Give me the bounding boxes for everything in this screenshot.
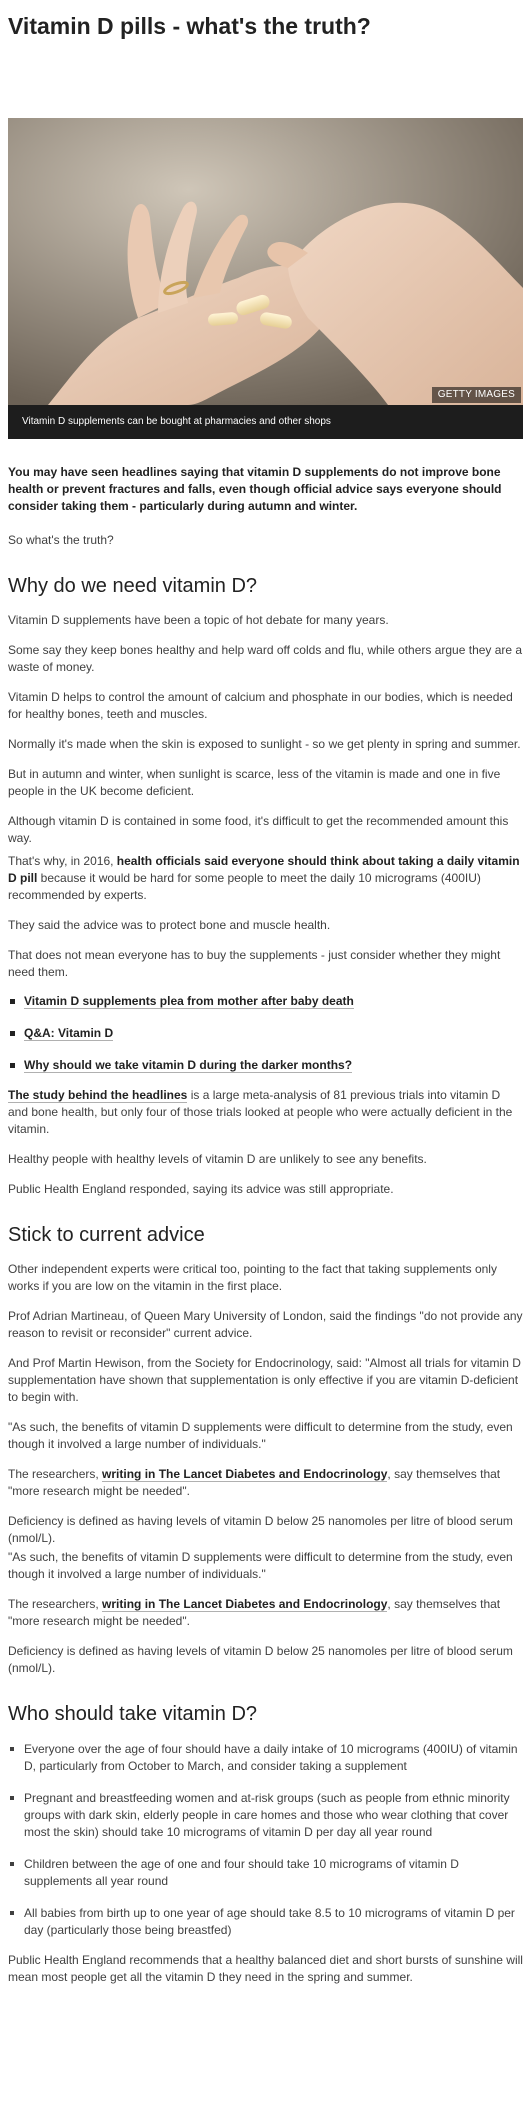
paragraph-with-link (8, 1466, 523, 1500)
paragraph: "As such, the benefits of vitamin D supplements were difficult to determine from the study, even though it involved a large number of individuals." (8, 1420, 513, 1451)
list-item: All babies from birth up to one year of age should take 8.5 to 10 micrograms of vitamin D per day (particularly those being breastfed) (8, 1905, 523, 1939)
inline-link-health-officials[interactable]: health officials said everyone should think about taking a daily vitamin D pill (8, 854, 520, 885)
article-headline: Vitamin D pills - what's the truth? (8, 13, 371, 39)
paragraph: Normally it's made when the skin is exposed to sunlight - so we get plenty in spring and summer. (8, 737, 521, 751)
paragraph: Although vitamin D is contained in some food, it's difficult to get the recommended amount this way. (8, 814, 509, 845)
paragraph-text: , say themselves that "more research might be needed". (8, 1467, 501, 1498)
paragraph: "As such, the benefits of vitamin D supplements were difficult to determine from the study, even though it involved a large number of individuals." (8, 1550, 513, 1581)
hands-with-pills-photo (8, 118, 523, 405)
section-heading-why: Why do we need vitamin D? (8, 575, 258, 597)
paragraph-text: , say themselves that "more research might be needed". (8, 1597, 501, 1628)
paragraph: Deficiency is defined as having levels of vitamin D below 25 nanomoles per litre of blood serum (nmol/L). (8, 1514, 513, 1545)
image-caption: Vitamin D supplements can be bought at pharmacies and other shops (8, 405, 523, 439)
inline-link-lancet[interactable]: writing in The Lancet Diabetes and Endocrinology (102, 1597, 388, 1611)
article-intro: You may have seen headlines saying that vitamin D supplements do not improve bone health or prevent fractures and falls, even though official advice says everyone should consider taking them - particularly during autumn and winter. (8, 465, 502, 513)
list-item: Everyone over the age of four should have a daily intake of 10 micrograms (400IU) of vitamin D, particularly from October to March, and consider taking a supplement (8, 1741, 523, 1775)
recommendations-list (8, 1741, 523, 1939)
paragraph: So what's the truth? (8, 533, 114, 547)
list-item: Children between the age of one and four should take 10 micrograms of vitamin D supplements all year round (8, 1856, 523, 1890)
paragraph: Prof Adrian Martineau, of Queen Mary University of London, said the findings "do not provide any reason to revisit or reconsider" current advice. (8, 1309, 523, 1340)
paragraph-text: The researchers, (8, 1597, 103, 1611)
section-heading-advice: Stick to current advice (8, 1224, 205, 1246)
related-link-qa-vitamin-d[interactable]: Q&A: Vitamin D (24, 1026, 114, 1040)
related-link-item (8, 1057, 523, 1074)
paragraph-text: is a large meta-analysis of 81 previous trials into vitamin D and bone health, but only four of those trials looked at people who were actually deficient in the vitamin. (8, 1088, 513, 1136)
related-link-baby-death[interactable]: Vitamin D supplements plea from mother after baby death (24, 994, 354, 1008)
paragraph-text: The researchers, (8, 1467, 103, 1481)
paragraph-text: That's why, in 2016, (8, 854, 117, 868)
photo-illustration (8, 118, 523, 405)
article (0, 12, 531, 1986)
paragraph: Vitamin D supplements have been a topic of hot debate for many years. (8, 613, 389, 627)
paragraph: Public Health England recommends that a healthy balanced diet and short bursts of sunshine will mean most people get all the vitamin D they need in the spring and summer. (8, 1953, 523, 1984)
list-item: Pregnant and breastfeeding women and at-risk groups (such as people from ethnic minority groups with dark skin, elderly people in care homes and those who wear clothing that cover most the skin) should take 10 micrograms of vitamin D per day all year round (8, 1790, 523, 1841)
inline-link-lancet[interactable]: writing in The Lancet Diabetes and Endocrinology (102, 1467, 388, 1481)
image-credit: GETTY IMAGES (432, 387, 521, 403)
related-link-darker-months[interactable]: Why should we take vitamin D during the darker months? (24, 1058, 353, 1072)
paragraph: Public Health England responded, saying its advice was still appropriate. (8, 1182, 394, 1196)
paragraph: But in autumn and winter, when sunlight is scarce, less of the vitamin is made and one in five people in the UK become deficient. (8, 767, 501, 798)
paragraph: Other independent experts were critical too, pointing to the fact that taking supplements only works if you are low on the vitamin in the first place. (8, 1262, 497, 1293)
article-figure (8, 118, 523, 439)
paragraph: Some say they keep bones healthy and help ward off colds and flu, while others argue they are a waste of money. (8, 643, 523, 674)
inline-link-study[interactable]: The study behind the headlines (8, 1088, 188, 1102)
section-heading-who: Who should take vitamin D? (8, 1703, 258, 1725)
related-link-item (8, 993, 523, 1010)
paragraph: Vitamin D helps to control the amount of calcium and phosphate in our bodies, which is needed for healthy bones, teeth and muscles. (8, 690, 513, 721)
related-link-item (8, 1025, 523, 1042)
paragraph: Healthy people with healthy levels of vitamin D are unlikely to see any benefits. (8, 1152, 427, 1166)
paragraph-with-link (8, 1596, 523, 1630)
paragraph-with-link (8, 853, 523, 904)
related-links-list (8, 993, 523, 1074)
paragraph: Deficiency is defined as having levels of vitamin D below 25 nanomoles per litre of blood serum (nmol/L). (8, 1644, 513, 1675)
paragraph: And Prof Martin Hewison, from the Society for Endocrinology, said: "Almost all trials for vitamin D supplementation have shown that supplementation is only effective if you are vitamin D-deficient to begin with. (8, 1356, 521, 1404)
paragraph: They said the advice was to protect bone and muscle health. (8, 918, 331, 932)
paragraph-with-link (8, 1087, 523, 1138)
paragraph: That does not mean everyone has to buy the supplements - just consider whether they might need them. (8, 948, 501, 979)
paragraph-text: because it would be hard for some people to meet the daily 10 micrograms (400IU) recommended by experts. (8, 871, 481, 902)
